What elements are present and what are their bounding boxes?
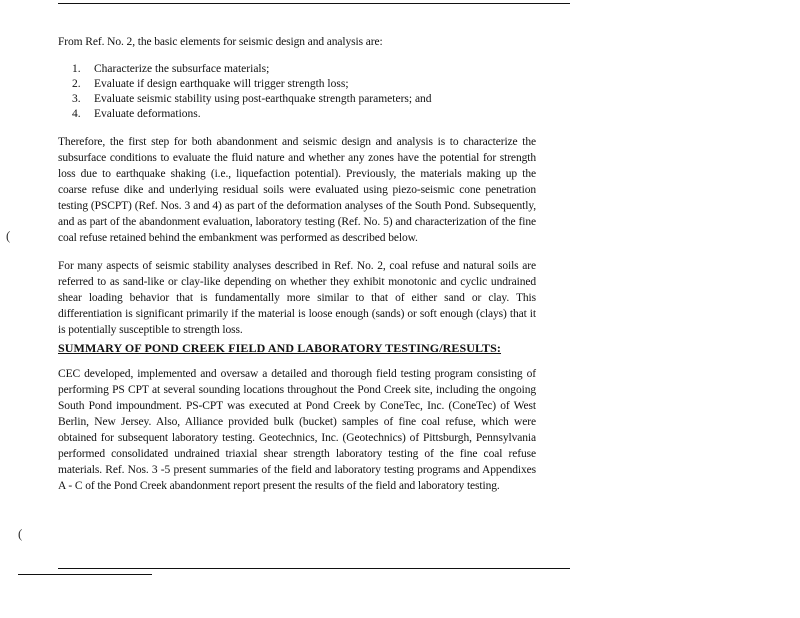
list-item (72, 77, 432, 92)
paragraph-field-testing: CEC developed, implemented and oversaw a detailed and thorough field testing program consisting of performing PS CPT at several sounding locations throughout the Pond Creek site, including the ongoing South Pond impoundment. PS-CPT was executed at Pond Creek by ConeTec, Inc. (ConeTec) of West Berlin, New Jersey. Also, Alliance provided bulk (bucket) samples of fine coal refuse, which were obtained for subsequent laboratory testing. Geotechnics, Inc. (Geotechnics) of Pittsburgh, Pennsylvania performed consolidated undrained triaxial shear strength laboratory testing of the fine coal refuse materials. Ref. Nos. 3 -5 present summaries of the field and laboratory testing programs and Appendixes A - C of the Pond Creek abandonment report present the results of the field and laboratory testing. (58, 368, 536, 492)
list-item-number: 3. (72, 93, 81, 105)
top-rule (58, 3, 570, 4)
list-item-number: 1. (72, 63, 81, 75)
margin-punch-mark: ( (18, 526, 23, 541)
list-item-text: Evaluate deformations. (94, 108, 201, 120)
bottom-rule (58, 568, 570, 569)
intro-sentence: From Ref. No. 2, the basic elements for seismic design and analysis are: (58, 36, 383, 48)
bottom-rule-short (18, 574, 152, 575)
seismic-elements-list (72, 62, 432, 122)
list-item-number: 4. (72, 108, 81, 120)
paragraph-characterization: Therefore, the first step for both abandonment and seismic design and analysis is to characterize the subsurface conditions to evaluate the fluid nature and whether any zones have the potential for strength loss due to earthquake shaking (i.e., liquefaction potential). Previously, the materials making up the coarse refuse dike and underlying residual soils were evaluated using piezo-seismic cone penetration testing (PSCPT) (Ref. Nos. 3 and 4) as part of the deformation analyses of the South Pond. Subsequently, and as part of the abandonment evaluation, laboratory testing (Ref. No. 5) and characterization of the fine coal refuse retained behind the embankment was performed as described below. (58, 136, 536, 244)
margin-punch-mark: ( (6, 228, 11, 243)
list-item-number: 2. (72, 78, 81, 90)
section-heading: SUMMARY OF POND CREEK FIELD AND LABORATORY TESTING/RESULTS: (58, 341, 502, 355)
list-item-text: Evaluate seismic stability using post-earthquake strength parameters; and (94, 93, 432, 105)
list-item (72, 107, 432, 122)
paragraph-sand-clay-behavior: For many aspects of seismic stability analyses described in Ref. No. 2, coal refuse and natural soils are referred to as sand-like or clay-like depending on whether they exhibit monotonic and cyclic undrained shear loading behavior that is fundamentally more similar to that of either sand or clay. This differentiation is significant primarily if the material is loose enough (sands) or soft enough (clays) that it is potentially susceptible to strength loss. (58, 260, 536, 336)
list-item-text: Evaluate if design earthquake will trigger strength loss; (94, 78, 349, 90)
list-item (72, 92, 432, 107)
list-item-text: Characterize the subsurface materials; (94, 63, 270, 75)
list-item (72, 62, 432, 77)
